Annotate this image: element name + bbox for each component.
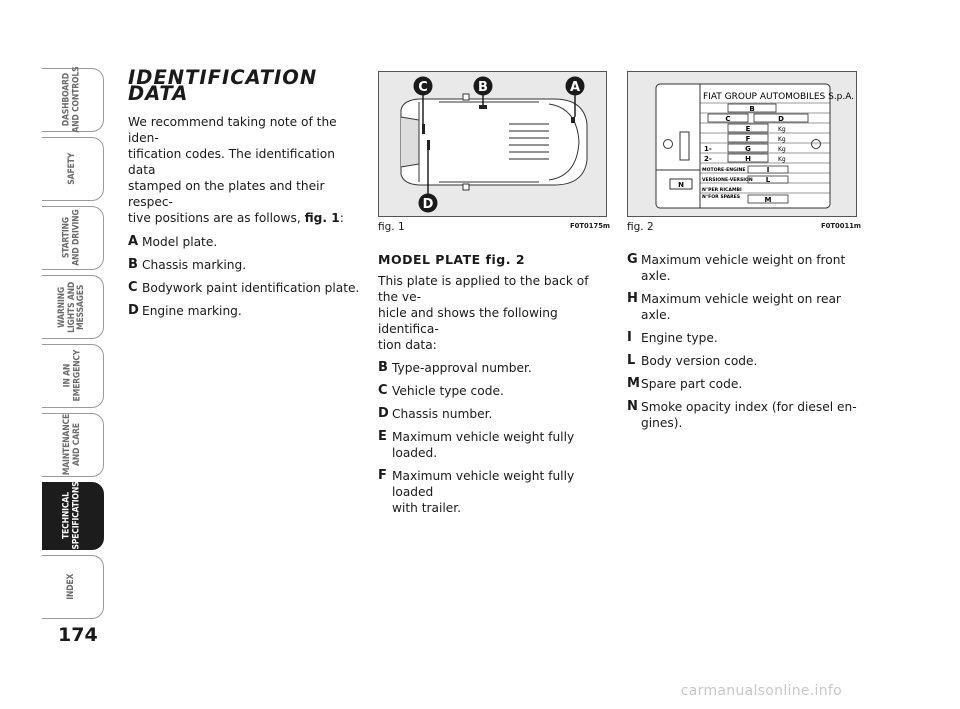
list-item: H Maximum vehicle weight on rear axle. — [627, 291, 841, 322]
svg-text:C: C — [418, 80, 428, 95]
tab-warning-lights-and-messages[interactable]: WARNING LIGHTS AND MESSAGES — [42, 275, 104, 339]
svg-text:Kg: Kg — [778, 126, 786, 133]
svg-text:Kg: Kg — [778, 156, 786, 163]
callout-a — [566, 77, 585, 96]
list-item: B Type-approval number. — [378, 360, 532, 375]
svg-text:L: L — [765, 176, 771, 184]
figure-2-model-plate — [627, 71, 857, 217]
figure-1-van-top-view — [378, 71, 607, 217]
svg-text:FIAT GROUP AUTOMOBILES S.p.A.: FIAT GROUP AUTOMOBILES S.p.A. — [703, 92, 855, 102]
svg-text:E: E — [745, 125, 751, 133]
tab-starting-and-driving[interactable]: STARTING AND DRIVING — [42, 206, 104, 270]
tab-index[interactable]: INDEX — [42, 555, 104, 619]
list-item: A Model plate. — [128, 234, 218, 249]
svg-text:VERSIONE-VERSION: VERSIONE-VERSION — [702, 178, 753, 183]
svg-text:G: G — [745, 145, 751, 153]
intro-paragraph: We recommend taking note of the iden- tification codes. The identification data stamped on the plates and their respec- tive positions are as follows, fig. 1: — [128, 115, 344, 225]
svg-text:2-: 2- — [704, 155, 712, 163]
svg-text:F: F — [745, 135, 751, 143]
list-item: F Maximum vehicle weight fully loaded with trailer. — [378, 468, 575, 515]
svg-text:B: B — [478, 80, 488, 95]
svg-text:A: A — [569, 80, 581, 95]
figure-1-code: F0T0175m — [570, 222, 611, 230]
svg-text:1-: 1- — [704, 145, 712, 153]
list-item: C Vehicle type code. — [378, 383, 504, 398]
list-item: B Chassis marking. — [128, 257, 247, 272]
page-title: IDENTIFICATION DATA — [128, 66, 318, 105]
list-item: G Maximum vehicle weight on front axle. — [627, 252, 846, 283]
tab-technical-specifications[interactable]: TECHNICAL SPECIFICATIONS — [42, 482, 104, 550]
callout-b — [474, 77, 493, 96]
model-plate-illustration — [628, 72, 856, 216]
figure-2-caption: fig. 2 — [627, 221, 654, 233]
figure-2-code: F0T0011m — [821, 222, 862, 230]
column-identification — [128, 66, 360, 319]
svg-text:N°PER RICAMBI: N°PER RICAMBI — [702, 188, 742, 193]
fig-ref: fig. 1 — [304, 211, 340, 225]
column-model-plate-cont — [627, 246, 859, 431]
tab-in-an-emergency[interactable]: IN AN EMERGENCY — [42, 344, 104, 408]
list-item: L Body version code. — [627, 353, 758, 368]
list-item: D Chassis number. — [378, 406, 493, 421]
figure-1-caption: fig. 1 — [378, 221, 405, 233]
svg-text:H: H — [745, 155, 751, 163]
svg-text:Kg: Kg — [778, 146, 786, 153]
column-model-plate — [378, 252, 610, 516]
van-top-view-illustration — [379, 72, 606, 216]
tab-safety[interactable]: SAFETY — [42, 137, 104, 201]
svg-text:M: M — [764, 196, 772, 204]
svg-text:Kg: Kg — [778, 136, 786, 143]
model-plate-intro: This plate is applied to the back of the ve- hicle and shows the following identifica- tion data: — [378, 274, 589, 352]
callout-c — [414, 77, 433, 96]
svg-text:B: B — [749, 105, 755, 113]
svg-text:MOTORE-ENGINE: MOTORE-ENGINE — [702, 168, 746, 173]
list-item: E Maximum vehicle weight fully loaded. — [378, 429, 575, 460]
svg-text:D: D — [778, 115, 784, 123]
callout-d — [419, 194, 438, 213]
list-item: M Spare part code. — [627, 376, 743, 391]
list-item: I Engine type. — [627, 330, 718, 345]
svg-text:C: C — [725, 115, 731, 123]
svg-text:I: I — [766, 166, 770, 174]
model-plate-heading: MODEL PLATE fig. 2 — [378, 252, 526, 267]
watermark-footer: carmanualsonline.info — [680, 683, 842, 699]
tab-dashboard-and-controls[interactable]: DASHBOARD AND CONTROLS — [42, 68, 104, 132]
list-item: D Engine marking. — [128, 303, 242, 318]
page-number: 174 — [58, 624, 98, 646]
list-item: N Smoke opacity index (for diesel en- gines). — [627, 399, 857, 430]
svg-text:N: N — [678, 181, 684, 189]
list-item: C Bodywork paint identification plate. — [128, 280, 360, 295]
svg-text:N°FOR SPARES: N°FOR SPARES — [702, 195, 741, 200]
svg-text:D: D — [422, 197, 434, 212]
tab-maintenance-and-care[interactable]: MAINTENANCE AND CARE — [42, 413, 104, 477]
